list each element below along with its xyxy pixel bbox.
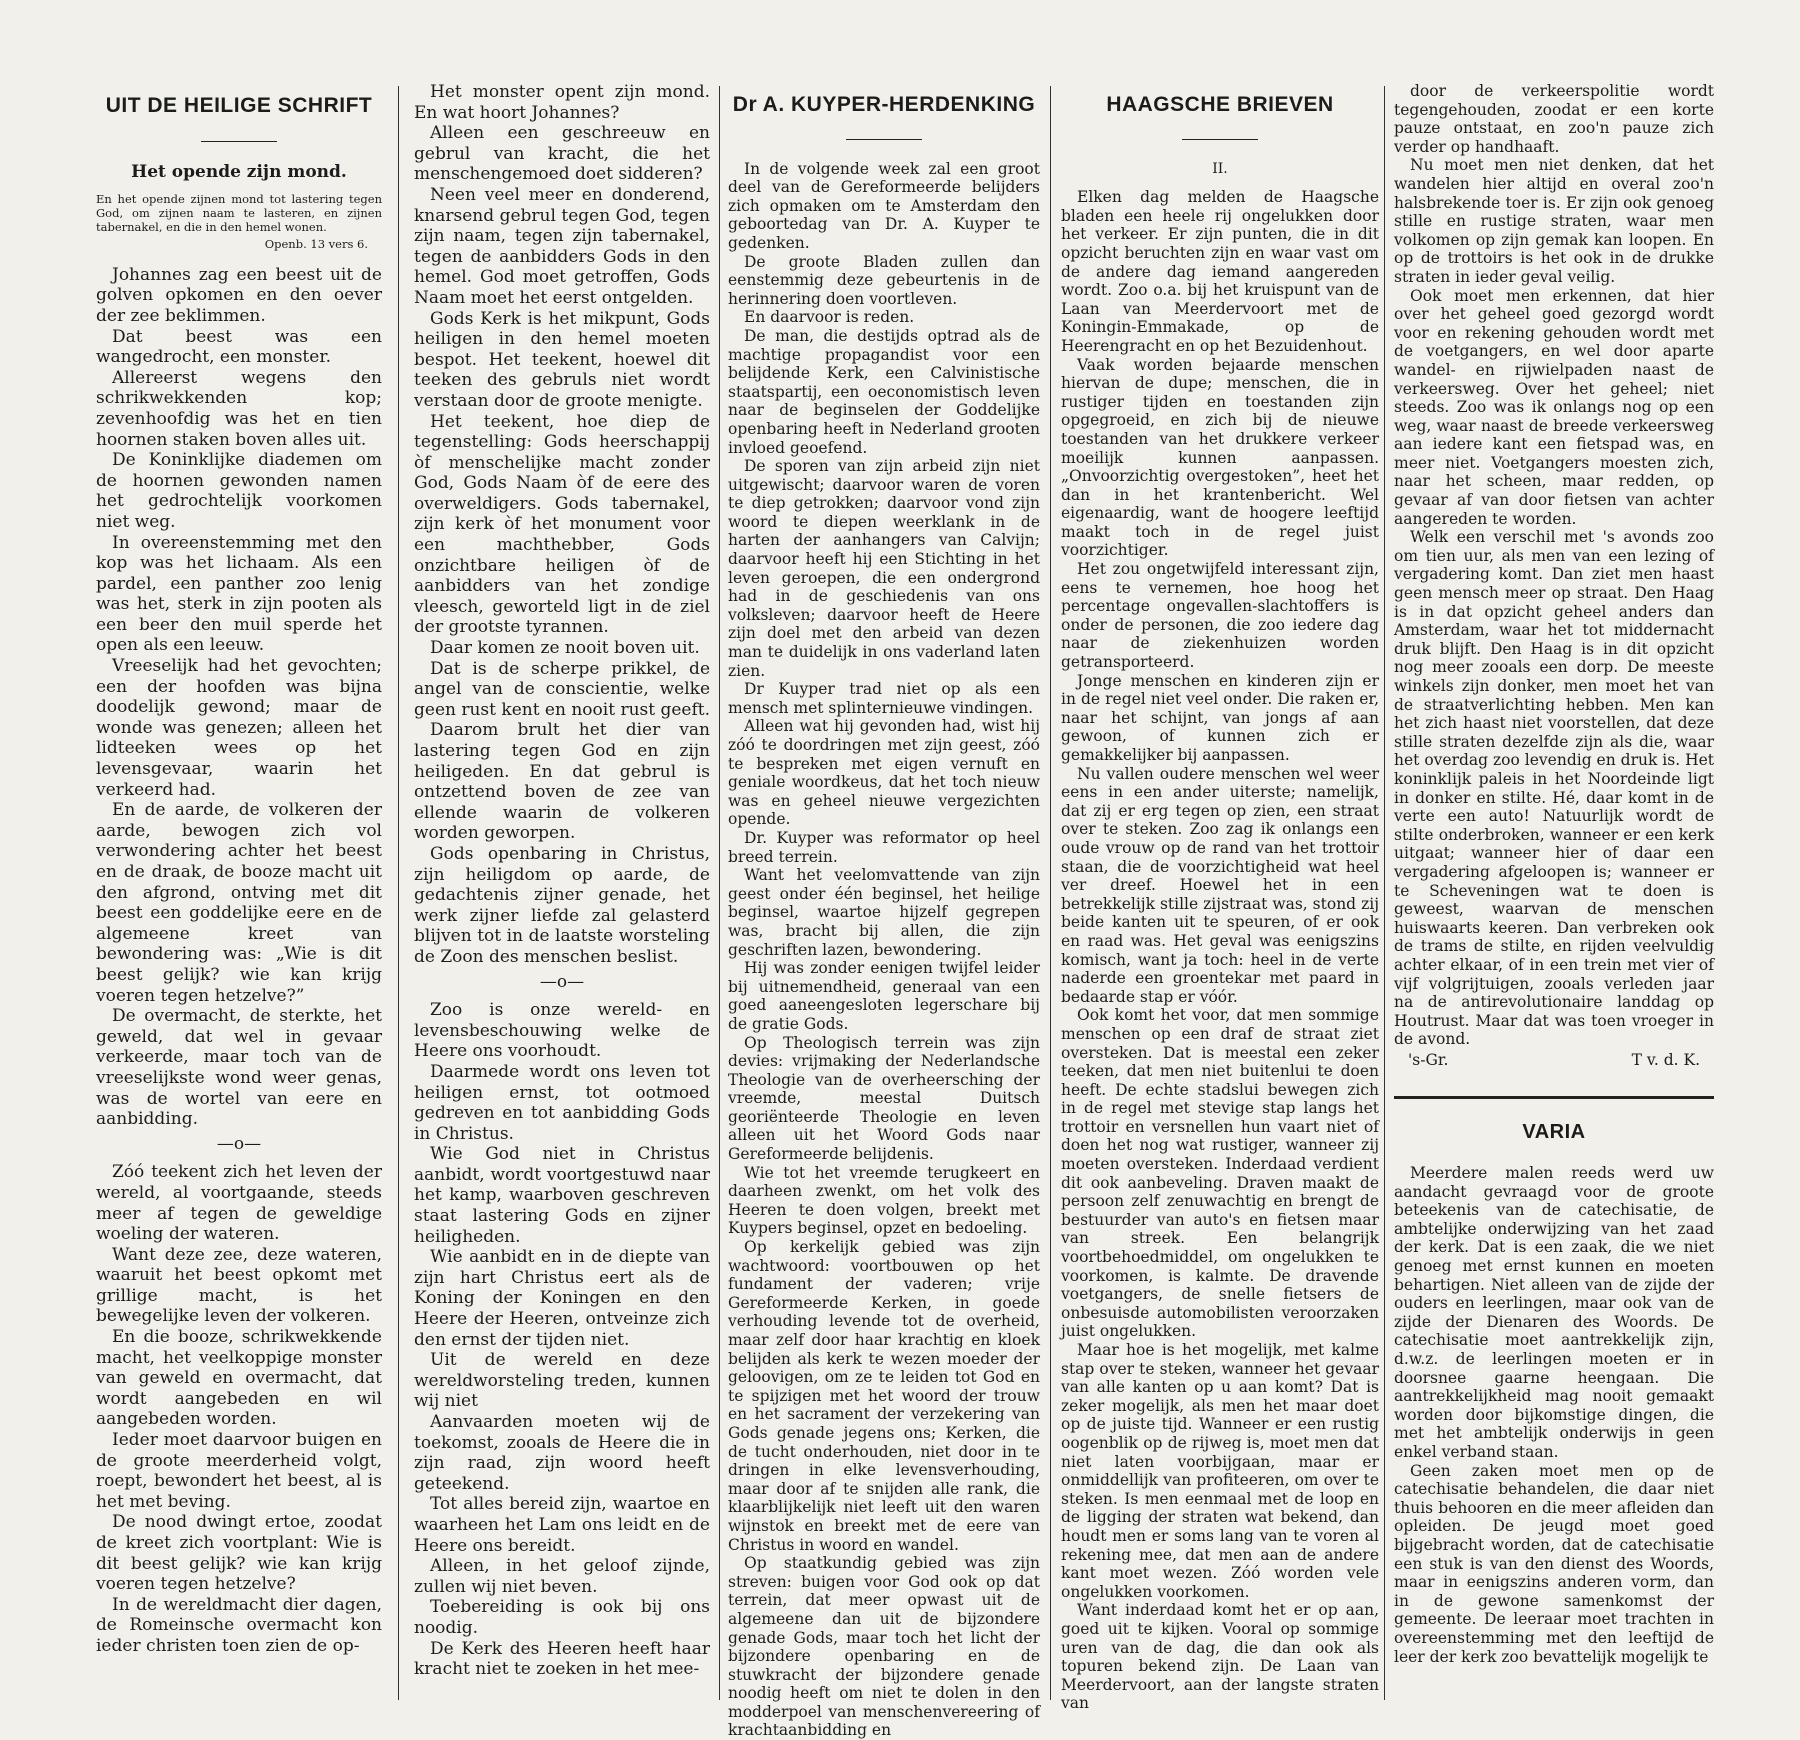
signature-line [1394, 1051, 1714, 1070]
paragraph: De Kerk des Heeren heeft haar kracht niet te zoeken in het mee- [414, 1638, 710, 1680]
column-uit-de-heilige-schrift-continued [414, 82, 710, 1700]
paragraph: De Koninklijke diademen om de hoornen gewonden namen het gedrochtelijk voorkomen niet weg. [96, 450, 382, 532]
paragraph: Het zou ongetwijfeld interessant zijn, eens te vernemen, hoe hoog het percentage ongevallen-slachtoffers is onder de personen, die zoo iedere dag naar de ziekenhuizen worden getransporteerd. [1061, 560, 1379, 672]
paragraph: En daarvoor is reden. [744, 308, 915, 327]
column-rule [719, 86, 720, 1700]
paragraph: Want inderdaad komt het er op aan, goed uit te kijken. Vooral op sommige uren van de dag, die dan ook als topuren bekend zijn. De Laan van Meerdervoort, aan der langste straten van [1061, 1601, 1379, 1713]
paragraph: In overeenstemming met den kop was het lichaam. Als een pardel, een panther zoo lenig was het, sterk in zijn pooten als een beer den muil sperde het open als een leeuw. [96, 532, 382, 656]
paragraph: Vaak worden bejaarde menschen hiervan de dupe; menschen, die in rustiger tijden en toestanden zijn opgegroeid, en zich bij de nieuwe toestanden van het drukkere verkeer moeilijk kunnen aanpassen. „Onvoorzichtig overgestoken”, heet het dan in het krantenbericht. Wel eigenaardig, want de hoogere leeftijd maakt toch in de regel juist voorzichtiger. [1061, 355, 1379, 560]
signature-name: T v. d. K. [1631, 1050, 1700, 1069]
paragraph: Het monster opent zijn mond. En wat hoort Johannes? [414, 82, 710, 123]
paragraph: Geen zaken moet men op de catechisatie behandelen, die daar niet thuis behooren en die meer afleiden dan opleiden. De jeugd moet goed bijgebracht worden, dat de catechisatie een stuk is van den dienst des Woords, maar in eenigszins anderen vorm, dan in de gewone samenkomst der gemeente. De leeraar moet trachten in overeenstemming met den leeftijd de leer der kerk zoo bevattelijk mogelijk te [1394, 1461, 1714, 1666]
paragraph: Wie aanbidt en in de diepte van zijn hart Christus eert als de Koning der Koningen en den Heere der Heeren, ontveinze zich den ernst der tijden niet. [414, 1247, 710, 1350]
section-gap [1394, 1069, 1714, 1103]
paragraph: Meerdere malen reeds werd uw aandacht gevraagd voor de groote beteekenis van de catechisatie, de ambtelijke onderwijzing van het zaad der kerk. Dat is een zaak, die we niet genoeg met ernst kunnen en moeten behartigen. Niet alleen van de zijde der ouders en leerlingen, maar ook van de zijde der Dienaren des Woords. De catechisatie moet aantrekkelijk zijn, d.w.z. de leerlingen moeten er in doorsnee gaarne heengaan. Die aantrekkelijkheid mag nooit gemaakt worden door bijkomstige dingen, die met het ambtelijk onderwijs in geen enkel verband staan. [1394, 1164, 1714, 1461]
column-uit-de-heilige-schrift [96, 82, 382, 1700]
article-title: UIT DE HEILIGE SCHRIFT [105, 94, 373, 117]
paragraph: Tot alles bereid zijn, waartoe en waarheen het Lam ons leidt en de Heere ons bereidt. [414, 1494, 710, 1556]
title-rule [1182, 139, 1258, 140]
paragraph: Alleen een geschreeuw en gebrul van kracht, die het menschengemoed doet sidderen? [414, 123, 710, 185]
paragraph: De man, die destijds optrad als de machtige propagandist voor een belijdende Kerk, een Calvinistische staatspartij, een oeconomistisch leven naar de beginselen der Goddelijke openbaring heeft in Nederland grooten invloed geoefend. [728, 326, 1040, 457]
article-title: Dr A. KUYPER-HERDENKING [732, 93, 1036, 116]
paragraph: Alleen, in het geloof zijnde, zullen wij niet beven. [414, 1556, 710, 1597]
paragraph: Aanvaarden moeten wij de toekomst, zooals de Heere die in zijn raad, zijn woord heeft geteekend. [414, 1412, 710, 1494]
paragraph: Dr. Kuyper was reformator op heel breed terrein. [728, 828, 1040, 866]
paragraph: Wie tot het vreemde terugkeert en daarheen zwenkt, om het volk des Heeren te doen volgen, breekt met Kuypers beginsel, opzet en bedoeling. [728, 1163, 1040, 1238]
title-rule [846, 139, 922, 140]
signature-place: 's-Gr. [1408, 1050, 1449, 1069]
paragraph: De sporen van zijn arbeid zijn niet uitgewischt; daarvoor waren de voren te diep getrokken; daarvoor vond zijn woord te diepen weerklank in de harten der aanhangers van Calvijn; daarvoor heeft hij een Stichting in het leven geroepen, die een ondergrond had in de geschiedenis van ons volksleven; daarvoor heeft de Heere zijn doel met den arbeid van dezen man te duidelijk in ons vaderland laten zien. [728, 457, 1040, 680]
varia-title: VARIA [1522, 1121, 1586, 1144]
column-haagsche-brieven [1061, 82, 1379, 1713]
paragraph: Daarmede wordt ons leven tot heiligen ernst, tot ootmoed gedreven en tot aanbidding Gods in Christus. [414, 1061, 710, 1144]
article-subtitle: Het opende zijn mond. [131, 161, 347, 182]
paragraph: Elken dag melden de Haagsche bladen een heele rij ongelukken door het verkeer. Er zijn punten, die in dit opzicht beruchten zijn en waar vast om de andere dag iemand aangereden wordt. Zoo o.a. bij het kruispunt van de Laan van Meerdervoort met de Koningin-Emmakade, op de Heerengracht en op het Bezuidenhout. [1061, 188, 1379, 355]
paragraph: Dat is de scherpe prikkel, de angel van de conscientie, welke geen rust kent en nooit rust geeft. [414, 658, 711, 720]
paragraph: Nu vallen oudere menschen wel weer eens in een ander uiterste; namelijk, dat zij er erg tegen op zien, een straat over te steken. Zoo zag ik onlangs een oude vrouw op de rand van het trottoir staan, die de voorzichtigheid wat heel ver dreef. Hoewel het in een betrekkelijk stille zijstraat was, stond zij beide kanten uit te speuren, of er ook en raad was. Het geval was eenigszins komisch, want ja toch: heel in de verte naderde een groentekar met paard in bedaarde stap er vóór. [1061, 764, 1379, 1006]
column-kuyper-herdenking [728, 82, 1040, 1740]
paragraph: Allereerst wegens den schrikwekkenden kop; zevenhoofdig was het en tien hoornen staken boven alles uit. [96, 367, 382, 450]
paragraph: Op Theologisch terrein was zijn devies: vrijmaking der Nederlandsche Theologie van de overheersching der vreemde, meestal Duitsch georiënteerde Theologie en leven alleen uit het Woord Gods naar Gereformeerde belijdenis. [728, 1033, 1040, 1164]
bible-epigraph: En het opende zijnen mond tot lastering tegen God, om zijnen naam te lasteren, en zijnen tabernakel, en die in den hemel wonen. [96, 192, 382, 235]
paragraph: In de volgende week zal een groot deel van de Gereformeerde belijders zich opmaken om te Amsterdam den geboortedag van Dr. A. Kuyper te gedenken. [728, 159, 1040, 252]
paragraph: Gods openbaring in Christus, zijn heiligdom op aarde, de gedachtenis zijner genade, het werk zijner liefde zal gelasterd blijven tot in de laatste worsteling de Zoon des menschen beslist. [414, 843, 710, 967]
paragraph: Zóó teekent zich het leven der wereld, al voortgaande, steeds meer af tegen de geweldige woeling der wateren. [96, 1162, 382, 1245]
paragraph: Wie God niet in Christus aanbidt, wordt voortgestuwd naar het kamp, waarboven geschreven staat lastering Gods en zijner heiligheden. [414, 1144, 710, 1247]
paragraph: Op staatkundig gebied was zijn streven: buigen voor God ook op dat terrein, dat meer opwast uit de algemeene dan uit de bijzondere genade Gods, maar toch het licht der bijzondere openbaring en de stuwkracht der bijzondere genade noodig heeft om niet te dolen in den modderpoel van menschenvereering of krachtaanbidding en [728, 1554, 1040, 1740]
paragraph: De groote Bladen zullen dan eenstemmig deze gebeurtenis in de herinnering doen voortleven. [728, 252, 1040, 308]
paragraph: Want het veelomvattende van zijn geest onder één beginsel, het heilige beginsel, waartoe hijzelf gegrepen was, bracht bij allen, die zijn geschriften lazen, bewondering. [728, 866, 1040, 959]
paragraph: Welk een verschil met 's avonds zoo om tien uur, als men van een lezing of vergadering komt. Dan ziet men haast geen mensch meer op straat. Den Haag is in dat opzicht geheel anders dan Amsterdam, waar het tot middernacht druk blijft. Den Haag is in dit opzicht nog meer zooals een dorp. De meeste winkels zijn donker, men moet het van de straatverlichting hebben. Men kan het zich haast niet voorstellen, dat deze stille straten dezelfde zijn als die, waar het overdag zoo levendig en druk is. Het koninklijk paleis in het Noordeinde ligt in donker en stilte. Hé, daar komt in de verte een auto! Natuurlijk wordt de stilte onderbroken, wanneer er een kerk uitgaat; wanneer hier of daar een vergadering afgeloopen is; wanneer er te Scheveningen wat te doen is geweest, waarvan de menschen huiswaarts keeren. Dan verbreken ook de trams de stilte, en rijden veelvuldig achter elkaar, of in een trein met vier of vijf volgrijtuigen, zooals verleden jaar na de antirevolutionaire landdag op Houtrust. Maar dat was toen vroeger in de avond. [1394, 528, 1714, 1049]
paragraph: Dr Kuyper trad niet op als een mensch met splinternieuwe vindingen. [728, 680, 1040, 717]
column-rule [398, 86, 399, 1700]
paragraph: Want deze zee, deze wateren, waaruit het beest opkomt met grillige macht, is het bewegelijke leven der volkeren. [96, 1244, 382, 1327]
paragraph: Neen veel meer en donderend, knarsend gebrul tegen God, tegen zijn naam, tegen zijn tabernakel, tegen de aanbidders Gods in den hemel. God moet getroffen, Gods Naam moet het eerst ontgelden. [414, 184, 710, 308]
paragraph: Daar komen ze nooit boven uit. [430, 638, 700, 659]
paragraph: Maar hoe is het mogelijk, met kalme stap over te steken, wanneer het gevaar van alle kanten op u aan komt? Dat is zeker mogelijk, als men het maar doet op de juiste tijd. Wanneer er een rustig oogenblik op de rijweg is, moet men dat niet laten voorbijgaan, maar er onmiddellijk van profiteeren, om over te steken. Is men eenmaal met de loop en de ligging der straten wat bekend, dan houdt men er soms lang van te voren al rekening mee, dat men aan de andere kant moet wezen. Zóó worden vele ongelukken voorkomen. [1061, 1341, 1379, 1601]
title-rule [201, 141, 277, 142]
paragraph: Jonge menschen en kinderen zijn er in de regel niet veel onder. Die raken er, naar het schijnt, van jongs af aan gewoon, of kunnen zich er gemakkelijker bij aanpassen. [1061, 671, 1379, 764]
paragraph: Ook moet men erkennen, dat hier over het geheel goed gezorgd wordt voor en rekening gehouden wordt met de voetgangers, en wel door aparte wandel- en rijwielpaden naast de verkeersweg. Over het geheel; niet steeds. Zoo was ik onlangs nog op een weg, waar naast de breede verkeersweg aan iedere kant een fietspad was, en meer niet. Voetgangers moesten zich, naar het scheen, maar redden, op gevaar af van door fietsen van achter aangereden te worden. [1394, 286, 1714, 528]
column-haagsche-brieven-continued-and-varia [1394, 82, 1714, 1700]
paragraph: Het teekent, hoe diep de tegenstelling: Gods heerschappij òf menschelijke macht zonder God, Gods Naam òf de eere des overweldigers. Gods tabernakel, zijn kerk òf het monument voor een machthebber, Gods onzichtbare heiligen òf de aanbidders van het zondige vleesch, geworteld ligt in de ziel der grootste tyrannen. [414, 411, 710, 638]
section-divider: —o— [216, 1133, 262, 1154]
paragraph: En de aarde, de volkeren der aarde, bewogen zich vol verwondering achter het beest en de draak, de booze macht uit den afgrond, ontving met dit beest een goddelijke eere en de algemeene kreet van bewondering was: „Wie is dit beest gelijk? wie kan krijg voeren tegen hetzelve?” [96, 800, 382, 1006]
section-gap [1394, 1142, 1714, 1164]
paragraph: Daarom brult het dier van lastering tegen God en zijn heiligeden. En dat gebrul is ontzettend boven de zee van ellende waarin de volkeren worden geworpen. [414, 720, 710, 844]
paragraph: Zoo is onze wereld- en levensbeschouwing welke de Heere ons voorhoudt. [414, 1000, 710, 1062]
paragraph: De overmacht, de sterkte, het geweld, dat wel in gevaar verkeerde, maar toch van de vreeselijkste wond weer genas, was de wortel van eere en aanbidding. [96, 1006, 382, 1130]
paragraph: In de wereldmacht dier dagen, de Romeinsche overmacht kon ieder christen toen zien de op- [96, 1594, 382, 1656]
paragraph: Alleen wat hij gevonden had, wist hij zóó te doordringen met zijn geest, zóó te bespreken met eigen vernuft en geniale woordkeus, dat het toch nieuw was en geheel nieuwe vergezichten opende. [728, 717, 1040, 829]
section-divider: —o— [539, 971, 585, 992]
installment-number: II. [1212, 160, 1228, 177]
paragraph: Uit de wereld en deze wereldworsteling treden, kunnen wij niet [414, 1350, 710, 1412]
column-rule [1384, 86, 1385, 1700]
paragraph: Hij was zonder eenigen twijfel leider bij uitnemendheid, generaal van een goed aaneengesloten legerschare bij de gratie Gods. [728, 959, 1040, 1033]
paragraph: Nu moet men niet denken, dat het wandelen hier altijd en overal zoo'n halsbrekende toer is. Er zijn ook genoeg stille en rustige straten, waar men volkomen op zijn gemak kan loopen. En op de trottoirs is het ook in de drukke straten in ieder geval veilig. [1394, 156, 1714, 286]
column-rule [1050, 86, 1051, 1700]
paragraph: Ook komt het voor, dat men sommige menschen op een draf de straat ziet oversteken. Dat is meestal een zeker teeken, dat men niet buitenlui te doen heeft. De echte stadslui bewegen zich in de regel met stevige stap langs het trottoir en versnellen hun vaart niet of doen het nog wat rustiger, wanneer zij moeten oversteken. Inderdaad verdient dit ook aanbeveling. Draven maakt de persoon zelf zenuwachtig en brengt de bestuurder van auto's en fietsen maar van streek. Een belangrijk voortbehoedmiddel, om ongelukken te voorkomen, is kalmte. De dravende voetgangers, de snelle fietsers de onbesuisde automobilisten veroorzaken juist ongelukken. [1061, 1006, 1379, 1341]
paragraph: Toebereiding is ook bij ons noodig. [414, 1597, 710, 1638]
article-title: HAAGSCHE BRIEVEN [1106, 93, 1334, 116]
paragraph: Op kerkelijk gebied was zijn wachtwoord: voortbouwen op het fundament der vaderen; vrije Gereformeerde Kerken, in goede verhouding levende tot de overheid, maar zelf door haar krachtig en kloek belijden als kerk te wezen moeder der geloovigen, om ze te leiden tot God en te spijzigen met het woord der trouw en het sacrament der verzekering van Gods genade jegens ons; Kerken, die de tucht onderhouden, niet door in te dringen in elke levensverhouding, maar door af te snijden alle rank, die klaarblijkelijk niet leeft uit den waren wijnstok en breekt met de eere van Christus in woord en wandel. [728, 1238, 1040, 1554]
paragraph: Johannes zag een beest uit de golven opkomen en den oever der zee beklimmen. [96, 264, 382, 326]
paragraph: Vreeselijk had het gevochten; een der hoofden was bijna doodelijk gewond; maar de wonde was genezen; alleen het lidteeken wees op het levensgevaar, waarin het verkeerd had. [96, 656, 382, 800]
paragraph: Ieder moet daarvoor buigen en de groote meerderheid volgt, roept, bewondert het beest, al is het met beving. [96, 1430, 382, 1512]
paragraph: door de verkeerspolitie wordt tegengehouden, zoodat er een korte pauze ontstaat, en zoo'n pauze zich verder op handhaaft. [1394, 82, 1714, 156]
paragraph: Dat beest was een wangedrocht, een monster. [96, 326, 382, 368]
paragraph: Gods Kerk is het mikpunt, Gods heiligen in den hemel moeten bespot. Het teekent, hoewel dit teeken des gebruls niet wordt verstaan door de groote menigte. [414, 308, 710, 411]
paragraph: En die booze, schrikwekkende macht, het veelkoppige monster van geweld en overmacht, dat wordt aangebeden en wil aangebeden worden. [96, 1327, 382, 1430]
paragraph: De nood dwingt ertoe, zoodat de kreet zich voortplant: Wie is dit beest gelijk? wie kan krijg voeren tegen hetzelve? [96, 1512, 382, 1595]
bible-reference: Openb. 13 vers 6. [264, 237, 368, 252]
